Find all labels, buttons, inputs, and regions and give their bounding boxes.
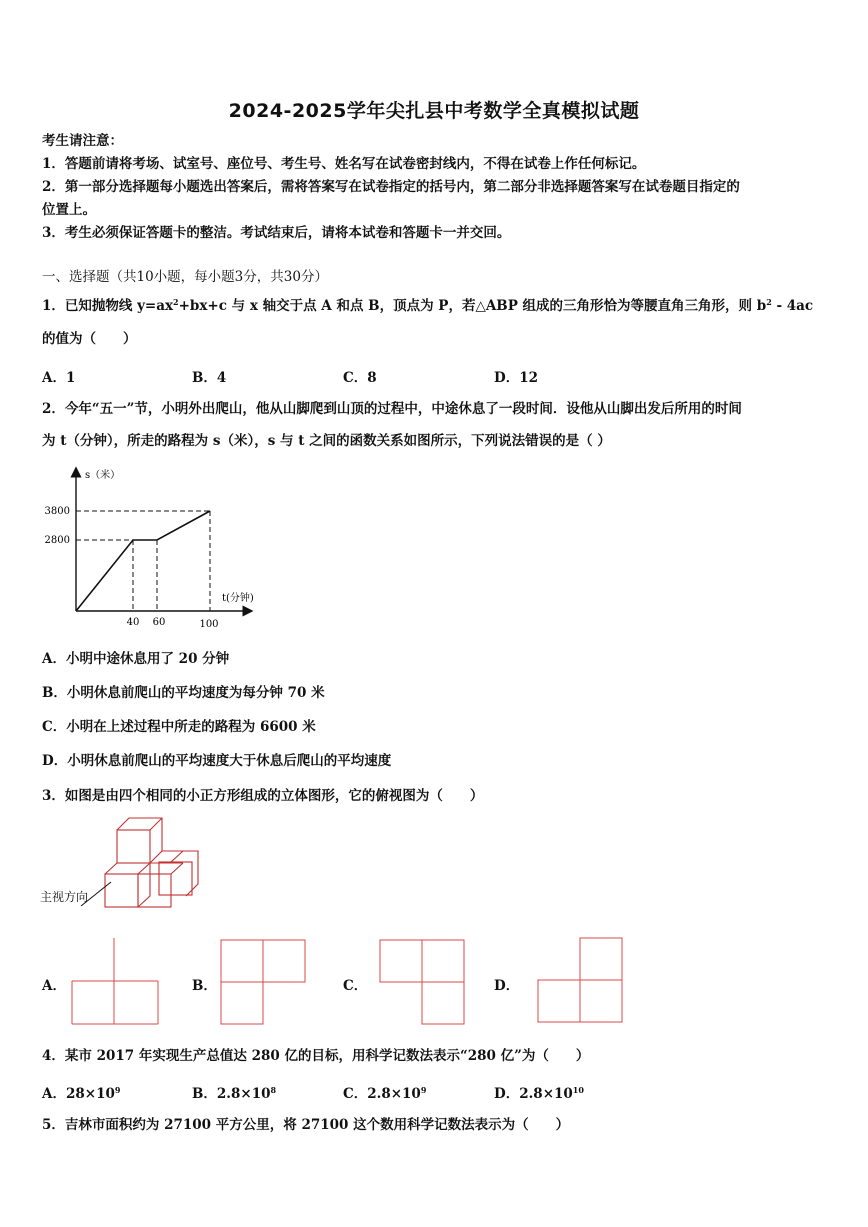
question-2-stem-line2: 为 t（分钟），所走的路程为 s（米），s 与 t 之间的函数关系如图所示，下列说法错误的是（ ） (42, 433, 611, 449)
q2-option-d[interactable]: D．小明休息前爬山的平均速度大于休息后爬山的平均速度 (42, 753, 392, 769)
question-1-stem-line2: 的值为（ ） (42, 331, 137, 347)
y-tick-label: 3800 (44, 506, 70, 517)
q1-option-a[interactable]: A．1 (42, 370, 76, 386)
q3-option-c-diagram[interactable] (378, 938, 468, 1028)
y-axis-label: s（米） (85, 470, 121, 481)
x-tick-label: 60 (152, 617, 166, 628)
question-5-stem: 5．吉林市面积约为 27100 平方公里，将 27100 这个数用科学记数法表示为（ ） (42, 1117, 570, 1133)
q1-option-d[interactable]: D．12 (494, 370, 538, 386)
x-axis-label: t(分钟) (222, 593, 254, 604)
q3-option-c[interactable]: C． (343, 978, 368, 994)
x-tick-label: 40 (126, 617, 140, 628)
distance-time-graph (40, 462, 270, 632)
notice-item: 3．考生必须保证答题卡的整洁。考试结束后，请将本试卷和答题卡一并交回。 (42, 225, 511, 241)
q4-option-c[interactable]: C．$2.8\times 10^9$ (343, 1085, 427, 1102)
notice-heading: 考生请注意： (42, 133, 123, 149)
q1-option-b[interactable]: B．4 (192, 370, 227, 386)
q2-option-c[interactable]: C．小明在上述过程中所走的路程为 6600 米 (42, 719, 316, 735)
question-1-stem: 1．已知抛物线 $y=ax^2+bx+c$ 与 x 轴交于点 A 和点 B，顶点为 P，若△ABP 组成的三角形恰为等腰直角三角形，则 $b^2 - 4ac$ (42, 297, 814, 314)
x-tick-label: 100 (199, 619, 219, 630)
q2-option-a[interactable]: A．小明中途休息用了 20 分钟 (42, 651, 230, 667)
q3-option-d-diagram[interactable] (536, 936, 626, 1026)
q1-option-c[interactable]: C．8 (343, 370, 377, 386)
question-2-stem: 2．今年“五一”节，小明外出爬山，他从山脚爬到山顶的过程中，中途休息了一段时间．设他从山脚出发后所用的时间 (42, 401, 742, 417)
q4-option-b[interactable]: B．$2.8\times 10^8$ (192, 1085, 277, 1102)
q3-option-b[interactable]: B． (192, 978, 217, 994)
notice-item: 2．第一部分选择题每小题选出答案后，需将答案写在试卷指定的括号内，第二部分非选择题答案写在试卷题目指定的 (42, 179, 740, 195)
notice-item: 位置上。 (42, 202, 96, 218)
y-tick-label: 2800 (44, 535, 70, 546)
q3-option-a[interactable]: A． (42, 978, 66, 994)
q2-option-b[interactable]: B．小明休息前爬山的平均速度为每分钟 70 米 (42, 685, 325, 701)
q3-option-d[interactable]: D． (494, 978, 520, 994)
graph-line (76, 511, 210, 611)
q3-option-b-diagram[interactable] (219, 938, 309, 1028)
view-direction-arrow-line (78, 878, 128, 908)
notice-item: 1．答题前请将考场、试室号、座位号、考生号、姓名写在试卷密封线内，不得在试卷上作任何标记。 (42, 156, 646, 172)
question-3-stem: 3．如图是由四个相同的小正方形组成的立体图形，它的俯视图为（ ） (42, 788, 484, 804)
q4-option-a[interactable]: A．$28\times 10^9$ (42, 1085, 121, 1102)
q4-option-d[interactable]: D．$2.8\times 10^{10}$ (494, 1085, 584, 1102)
q3-option-a-diagram[interactable] (70, 936, 160, 1026)
view-direction-label: 主视方向 (40, 890, 89, 904)
page-title: 2024-2025学年尖扎县中考数学全真模拟试题 (228, 100, 640, 122)
question-4-stem: 4．某市 2017 年实现生产总值达 280 亿的目标，用科学记数法表示“280 亿”为（ ） (42, 1048, 590, 1064)
section-heading: 一、选择题（共10小题，每小题3分，共30分） (42, 269, 328, 285)
